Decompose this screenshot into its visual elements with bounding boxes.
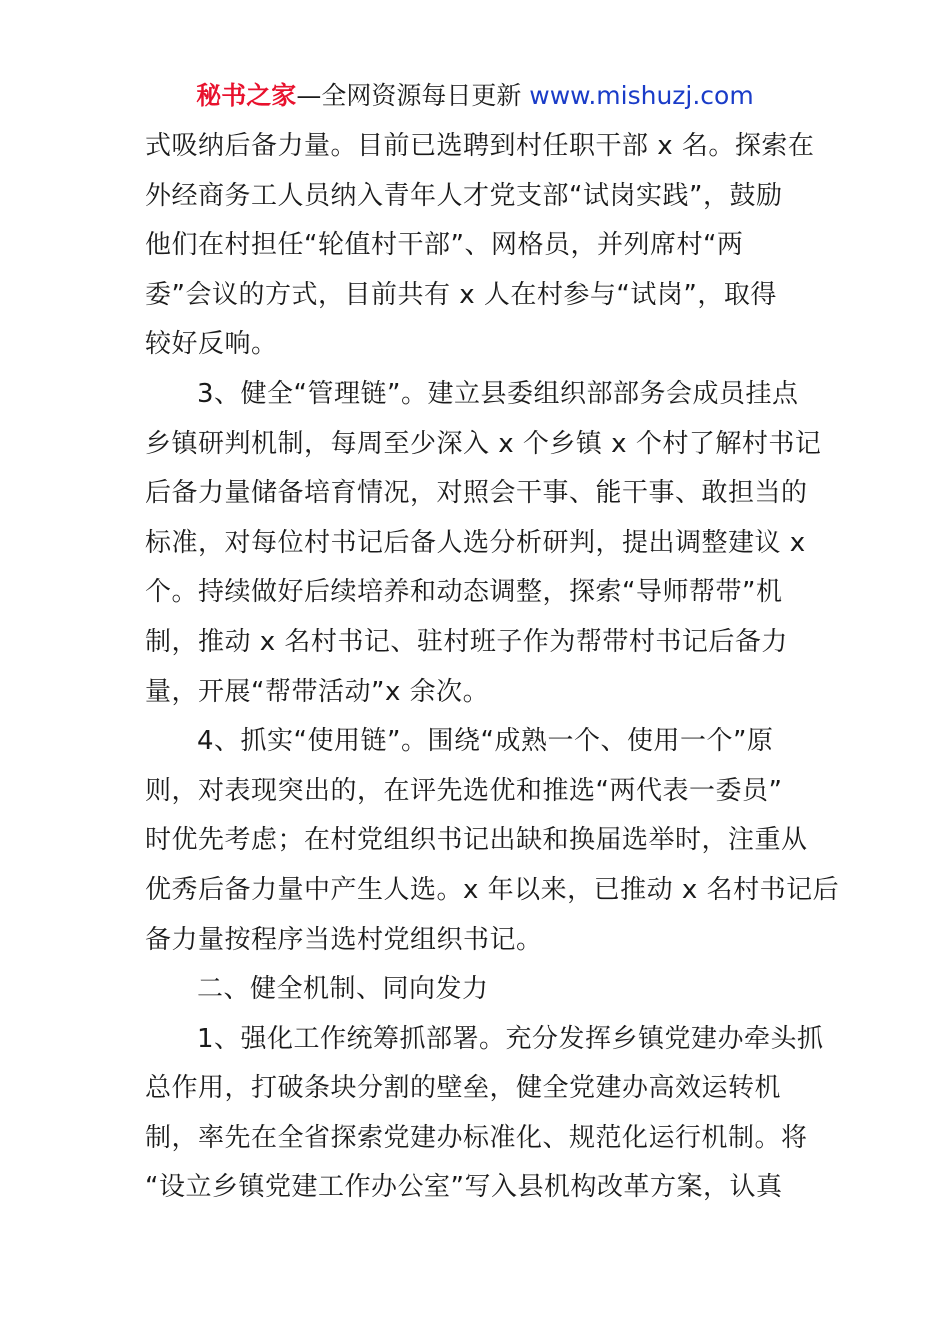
text-line: 标准，对每位村书记后备人选分析研判，提出调整建议 x — [145, 527, 806, 558]
section-heading: 二、健全机制、同向发力 — [197, 974, 489, 1005]
text-line: 则，对表现突出的，在评先选优和推选“两代表一委员” — [145, 775, 783, 806]
text-line: 时优先考虑；在村党组织书记出缺和换届选举时，注重从 — [145, 825, 808, 856]
site-url-link[interactable]: www.mishuzj.com — [529, 81, 754, 110]
text-line: 备力量按程序当选村党组织书记。 — [145, 924, 543, 955]
text-line: 量，开展“帮带活动”x 余次。 — [145, 676, 490, 707]
text-line: 后备力量储备培育情况，对照会干事、能干事、敢担当的 — [145, 478, 808, 509]
text-line: 外经商务工人员纳入青年人才党支部“试岗实践”，鼓励 — [145, 180, 783, 211]
site-tagline: —全网资源每日更新 — [296, 81, 522, 110]
text-line: 总作用，打破条块分割的壁垒，健全党建办高效运转机 — [145, 1073, 782, 1104]
text-line: 较好反响。 — [145, 329, 278, 360]
document-body — [145, 122, 840, 1213]
paragraph-start-line: 1、强化工作统筹抓部署。充分发挥乡镇党建办牵头抓 — [197, 1023, 824, 1054]
paragraph-start-line: 3、健全“管理链”。建立县委组织部部务会成员挂点 — [197, 378, 799, 409]
text-line: 个。持续做好后续培养和动态调整，探索“导师帮带”机 — [145, 577, 783, 608]
page-header — [0, 78, 950, 114]
paragraph-start-line: 4、抓实“使用链”。围绕“成熟一个、使用一个”原 — [197, 726, 774, 757]
text-line: 优秀后备力量中产生人选。x 年以来，已推动 x 名村书记后 — [145, 874, 840, 905]
site-brand: 秘书之家 — [196, 81, 297, 110]
text-line: 制，率先在全省探索党建办标准化、规范化运行机制。将 — [145, 1122, 808, 1153]
text-line: 乡镇研判机制，每周至少深入 x 个乡镇 x 个村了解村书记 — [145, 428, 822, 459]
text-line: “设立乡镇党建工作办公室”写入县机构改革方案，认真 — [145, 1172, 783, 1203]
text-line: 制，推动 x 名村书记、驻村班子作为帮带村书记后备力 — [145, 626, 788, 657]
text-line: 式吸纳后备力量。目前已选聘到村任职干部 x 名。探索在 — [145, 131, 815, 161]
text-line: 委”会议的方式，目前共有 x 人在村参与“试岗”，取得 — [145, 279, 777, 310]
text-line: 他们在村担任“轮值村干部”、网格员，并列席村“两 — [145, 230, 744, 261]
